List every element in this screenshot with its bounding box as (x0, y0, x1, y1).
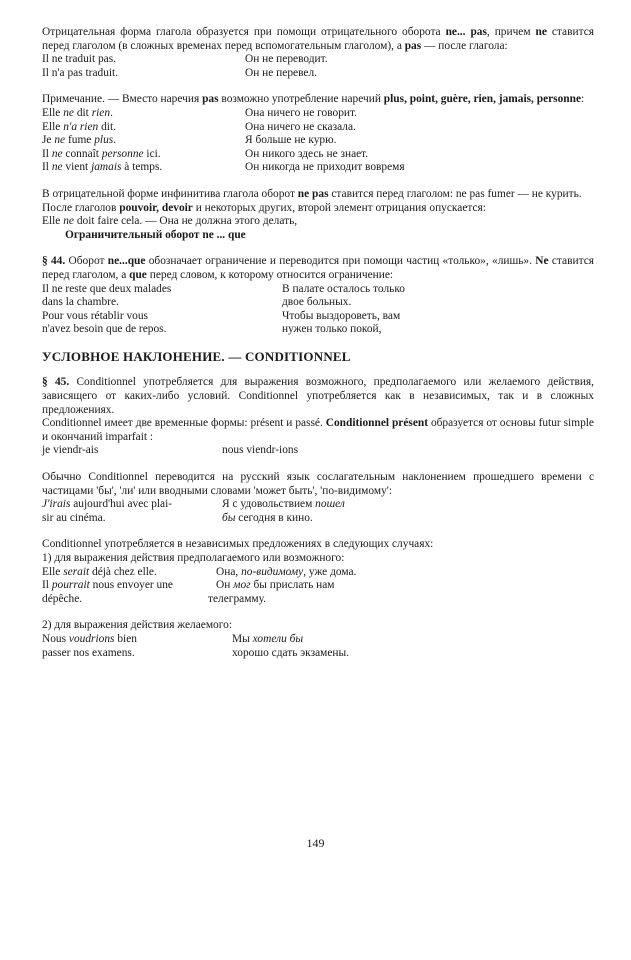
example-row: Il pourrait nous envoyer une Он мог бы прислать нам (42, 579, 335, 592)
paragraph-45: § 45. Conditionnel употребляется для выражения возможного, предполагаемого или желаемого действия, зависящего от каких-либо условий. Conditionnel употребляется как в независимых, так и в сложных предложениях. (42, 376, 595, 416)
paragraph-45-forms: Conditionnel имеет две временные формы: présent и passé. Conditionnel présent образуется от основы futur simple и окончаний imparfait : (42, 417, 594, 443)
paragraph-modal: После глаголов pouvoir, devoir и некоторых других, второй элемент отрицания опускается: (42, 201, 486, 214)
example-row: Je ne fume plus. Я больше не курю. (42, 134, 337, 147)
example-row: n'avez besoin que de repos. нужен только покой, (42, 323, 382, 336)
page-content (42, 26, 594, 660)
section-heading-conditionnel: УСЛОВНОЕ НАКЛОНЕНИЕ. — CONDITIONNEL (42, 348, 351, 364)
example-row: J'irais aujourd'hui avec plai- Я с удовольствием пошел (42, 498, 345, 511)
paragraph-infinitive: В отрицательной форме инфинитива глагола оборот ne pas ставится перед глаголом: ne pas fumer — не курить. (42, 187, 582, 200)
example-row: passer nos examens. хорошо сдать экзамены. (42, 646, 349, 659)
example-row: dépêche. телеграмму. (42, 592, 267, 605)
example-row: Elle ne dit rien. Она ничего не говорит. (42, 106, 357, 119)
example-row: sir au cinéma. бы сегодня в кино. (42, 511, 313, 524)
example-row: Elle serait déjà chez elle. Она, по-видимому, уже дома. (42, 565, 357, 578)
subheading-ne-que: Ограничительный оборот ne ... que (65, 228, 246, 241)
example-row: Il ne traduit pas. Он не переводит. (42, 53, 328, 66)
example-row: Nous voudrions bien Мы хотели бы (42, 632, 304, 645)
page-number: 149 (306, 836, 325, 850)
paragraph-uses-intro: Conditionnel употребляется в независимых предложениях в следующих случаях: (42, 538, 434, 551)
example-row: Il ne vient jamais à temps. Он никогда не приходит вовремя (42, 161, 405, 174)
example-row: Pour vous rétablir vous Чтобы выздороветь, вам (42, 309, 401, 322)
use-1-label: 1) для выражения действия предполагаемого или возможного: (42, 552, 345, 564)
example-row: Elle n'a rien dit. Она ничего не сказала. (42, 120, 356, 133)
paragraph-negation: Отрицательная форма глагола образуется при помощи отрицательного оборота ne... pas, причем ne ставится перед глаголом (в сложных временах перед вспомогательным глаголом), а pas — после глагола: (42, 26, 594, 52)
paragraph-44: § 44. Оборот ne...que обозначает ограничение и переводится при помощи частиц «только», «лишь». Ne ставится перед глаголом, а que перед словом, к которому относится ограничение: (42, 255, 594, 281)
example-row: Il ne connaît personne ici. Он никого здесь не знает. (42, 147, 369, 160)
example-line: Elle ne doit faire cela. — Она не должна этого делать, (42, 215, 298, 228)
use-2-label: 2) для выражения действия желаемого: (42, 619, 233, 632)
paragraph-note: Примечание. — Вместо наречия pas возможно употребление наречий plus, point, guère, rien, jamais, personne: (42, 93, 585, 106)
example-row: Il ne reste que deux malades В палате осталось только (42, 282, 405, 295)
example-row: dans la chambre. двое больных. (42, 296, 352, 309)
example-row: je viendr-ais nous viendr-ions (42, 444, 299, 457)
example-row: Il n'a pas traduit. Он не перевел. (42, 66, 317, 79)
paragraph-translation: Обычно Conditionnel переводится на русский язык сослагательным наклонением прошедшего времени с частицами 'бы', 'ли' или вводными словами 'может быть', 'по-видимому': (42, 471, 594, 497)
